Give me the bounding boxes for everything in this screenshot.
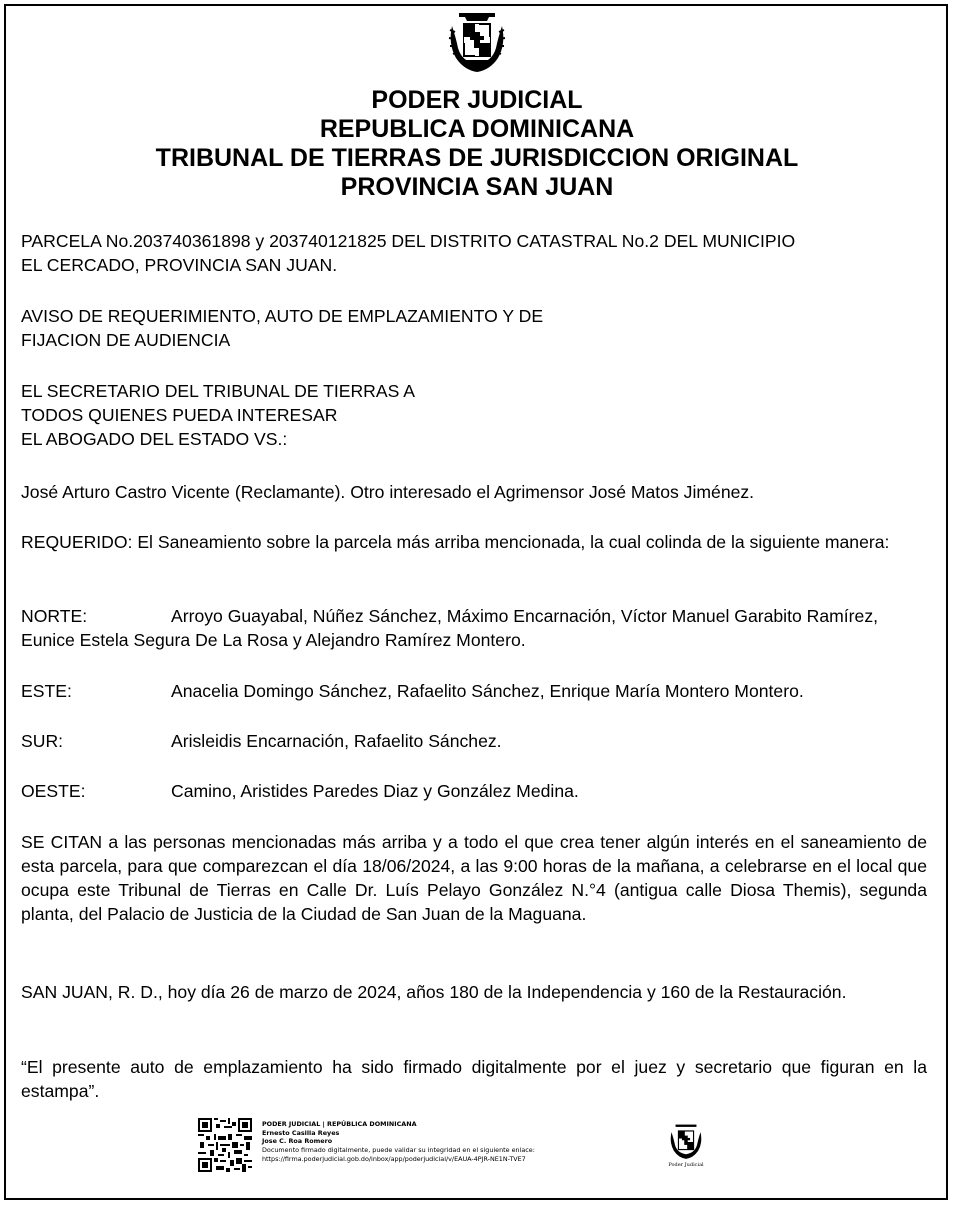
header-line-3: TRIBUNAL DE TIERRAS DE JURISDICCION ORIGINAL: [155, 144, 799, 172]
colindancia-value: Arisleidis Encarnación, Rafaelito Sánchez.: [171, 731, 502, 751]
firma-paragraph: “El presente auto de emplazamiento ha sido firmado digitalmente por el juez y secretario que figuran en la estampa”.: [21, 1057, 927, 1101]
colindancia-label: NORTE:: [21, 606, 88, 626]
colindancia-value: Camino, Aristides Paredes Diaz y González Medina.: [171, 781, 579, 801]
small-seal-label: Poder Judicial: [668, 1162, 704, 1168]
signature-text: [262, 1120, 535, 1164]
court-header: [0, 86, 954, 202]
parcela-line-2: EL CERCADO, PROVINCIA SAN JUAN.: [21, 255, 338, 275]
colindancia-label: ESTE:: [21, 681, 72, 701]
colindancia-label: OESTE:: [21, 781, 86, 801]
secretario-line-3: EL ABOGADO DEL ESTADO VS.:: [21, 429, 288, 449]
validation-link[interactable]: https://firma.poderjudicial.gob.do/inbox/app/poderjudicial/v/EAUA-4PJR-NE1N-TVE7: [262, 1154, 526, 1163]
signer-secretary: Jose C. Roa Romero: [262, 1137, 333, 1146]
colindancia-norte: [21, 604, 927, 652]
coat-of-arms-icon: [446, 12, 508, 74]
colindancia-value: Anacelia Domingo Sánchez, Rafaelito Sánchez, Enrique María Montero Montero.: [171, 681, 804, 701]
validation-note: Documento firmado digitalmente, puede validar su integridad en el siguiente enlace:: [262, 1146, 535, 1155]
small-coat-of-arms-icon: [668, 1124, 704, 1160]
header-line-2: REPUBLICA DOMINICANA: [319, 115, 635, 143]
secretario-line-2: TODOS QUIENES PUEDA INTERESAR: [21, 405, 338, 425]
header-line-4: PROVINCIA SAN JUAN: [340, 173, 614, 201]
requerido-paragraph: REQUERIDO: El Saneamiento sobre la parcela más arriba mencionada, la cual colinda de la siguiente manera:: [21, 532, 890, 552]
aviso-line-1: AVISO DE REQUERIMIENTO, AUTO DE EMPLAZAMIENTO Y DE: [21, 306, 544, 326]
secretario-line-1: EL SECRETARIO DEL TRIBUNAL DE TIERRAS A: [21, 381, 416, 401]
colindancia-sur: [21, 729, 927, 753]
fecha-paragraph: SAN JUAN, R. D., hoy día 26 de marzo de 2024, años 180 de la Independencia y 160 de la Restauración.: [21, 982, 847, 1002]
parcela-line-1: PARCELA No.203740361898 y 203740121825 DEL DISTRITO CATASTRAL No.2 DEL MUNICIPIO: [21, 231, 796, 251]
citacion-paragraph: SE CITAN a las personas mencionadas más arriba y a todo el que crea tener algún interés en el saneamiento de esta parcela, para que comparezcan el día 18/06/2024, a las 9:00 horas de la mañana, a celebrarse en el local que ocupa este Tribunal de Tierras en Calle Dr. Luís Pelayo González N.°4 (antigua calle Diosa Themis), segunda planta, del Palacio de Justicia de la Ciudad de San Juan de la Maguana.: [21, 832, 927, 924]
colindancia-value: Arroyo Guayabal, Núñez Sánchez, Máximo Encarnación, Víctor Manuel Garabito Ramírez, Eunice Estela Segura De La Rosa y Alejandro Ramírez Montero.: [21, 606, 879, 650]
secretario-paragraph: [21, 379, 927, 451]
qr-code-icon[interactable]: [198, 1118, 252, 1172]
stamp-institution: PODER JUDICIAL | REPÚBLICA DOMINICANA: [262, 1120, 417, 1128]
header-line-1: PODER JUDICIAL: [371, 86, 583, 114]
colindancia-oeste: [21, 779, 927, 803]
aviso-paragraph: [21, 304, 927, 352]
parcela-paragraph: [21, 229, 927, 277]
colindancia-label: SUR:: [21, 731, 64, 751]
interesados-paragraph: José Arturo Castro Vicente (Reclamante). Otro interesado el Agrimensor José Matos Jiménez.: [21, 482, 755, 502]
colindancia-este: [21, 679, 927, 703]
aviso-line-2: FIJACION DE AUDIENCIA: [21, 330, 231, 350]
digital-signature-stamp: [198, 1118, 758, 1176]
signer-judge: Ernesto Casilla Reyes: [262, 1128, 340, 1137]
